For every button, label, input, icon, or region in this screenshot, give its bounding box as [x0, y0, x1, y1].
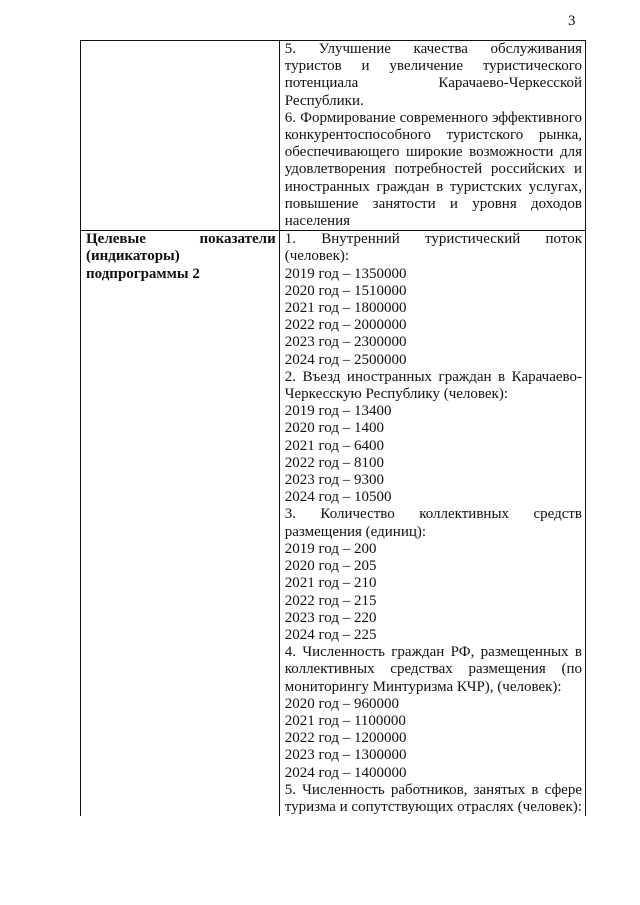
indicator-value: 2023 год – 2300000	[284, 334, 407, 351]
indicator-value: 2023 год – 220	[284, 609, 377, 626]
indicator-value: 2022 год – 1200000	[284, 730, 407, 747]
indicator-4	[285, 644, 582, 782]
table-row-goals	[81, 41, 586, 231]
indicators-label: Целевые показатели (индикаторы) подпрограммы 2	[81, 231, 280, 816]
indicator-value: 2024 год – 10500	[284, 489, 392, 506]
indicator-5	[285, 782, 582, 816]
indicator-title: 4. Численность граждан РФ, размещенных в коллективных средствах размещения (по мониторингу Минтуризма КЧР), (человек):	[284, 644, 582, 695]
row1-label-cell	[81, 41, 280, 231]
indicator-value: 2023 год – 9300	[284, 472, 384, 489]
indicator-title: 3. Количество коллективных средств размещения (единиц):	[284, 506, 582, 540]
indicator-title: 1. Внутренний туристический поток (человек):	[284, 231, 582, 265]
indicator-value: 2021 год – 1100000	[284, 712, 406, 729]
indicator-value: 2023 год – 1300000	[284, 747, 407, 764]
indicator-value: 2020 год – 1510000	[284, 282, 407, 299]
indicators-content-cell	[279, 231, 585, 816]
indicator-value: 2019 год – 200	[284, 540, 377, 557]
indicator-value: 2022 год – 8100	[284, 454, 384, 471]
indicator-3	[285, 506, 582, 644]
indicator-title: 5. Численность работников, занятых в сфере туризма и сопутствующих отраслях (человек):	[284, 781, 582, 815]
row1-content-cell	[279, 41, 585, 231]
indicator-value: 2020 год – 205	[284, 558, 377, 575]
indicator-value: 2024 год – 225	[284, 626, 377, 643]
indicator-value: 2019 год – 13400	[284, 403, 392, 420]
page-number: 3	[568, 13, 576, 29]
indicator-1	[285, 231, 582, 369]
indicator-value: 2024 год – 1400000	[284, 764, 407, 781]
indicator-value: 2020 год – 1400	[284, 420, 384, 437]
indicator-value: 2020 год – 960000	[284, 695, 399, 712]
indicator-value: 2022 год – 215	[284, 592, 377, 609]
indicator-value: 2021 год – 210	[284, 575, 377, 592]
program-passport-table	[80, 40, 586, 816]
indicator-value: 2024 год – 2500000	[284, 351, 407, 368]
goal-paragraph-5: 5. Улучшение качества обслуживания туристов и увеличение туристического потенциала Карачаево-Черкесской Республики.	[284, 41, 582, 109]
indicator-value: 2021 год – 6400	[284, 437, 384, 454]
indicator-title: 2. Въезд иностранных граждан в Карачаево-Черкесскую Республику (человек):	[284, 368, 582, 403]
indicator-value: 2022 год – 2000000	[284, 317, 407, 334]
indicator-2	[285, 369, 582, 507]
indicator-value: 2021 год – 1800000	[284, 300, 407, 317]
goal-paragraph-6: 6. Формирование современного эффективного конкурентоспособного туристского рынка, обеспечивающего широкие возможности для удовлетворения потребностей российских и иностранных граждан в туристских услугах, повышение занятости и уровня доходов населения	[284, 109, 582, 230]
indicator-value: 2019 год – 1350000	[284, 265, 407, 282]
table-row-indicators	[81, 231, 586, 816]
